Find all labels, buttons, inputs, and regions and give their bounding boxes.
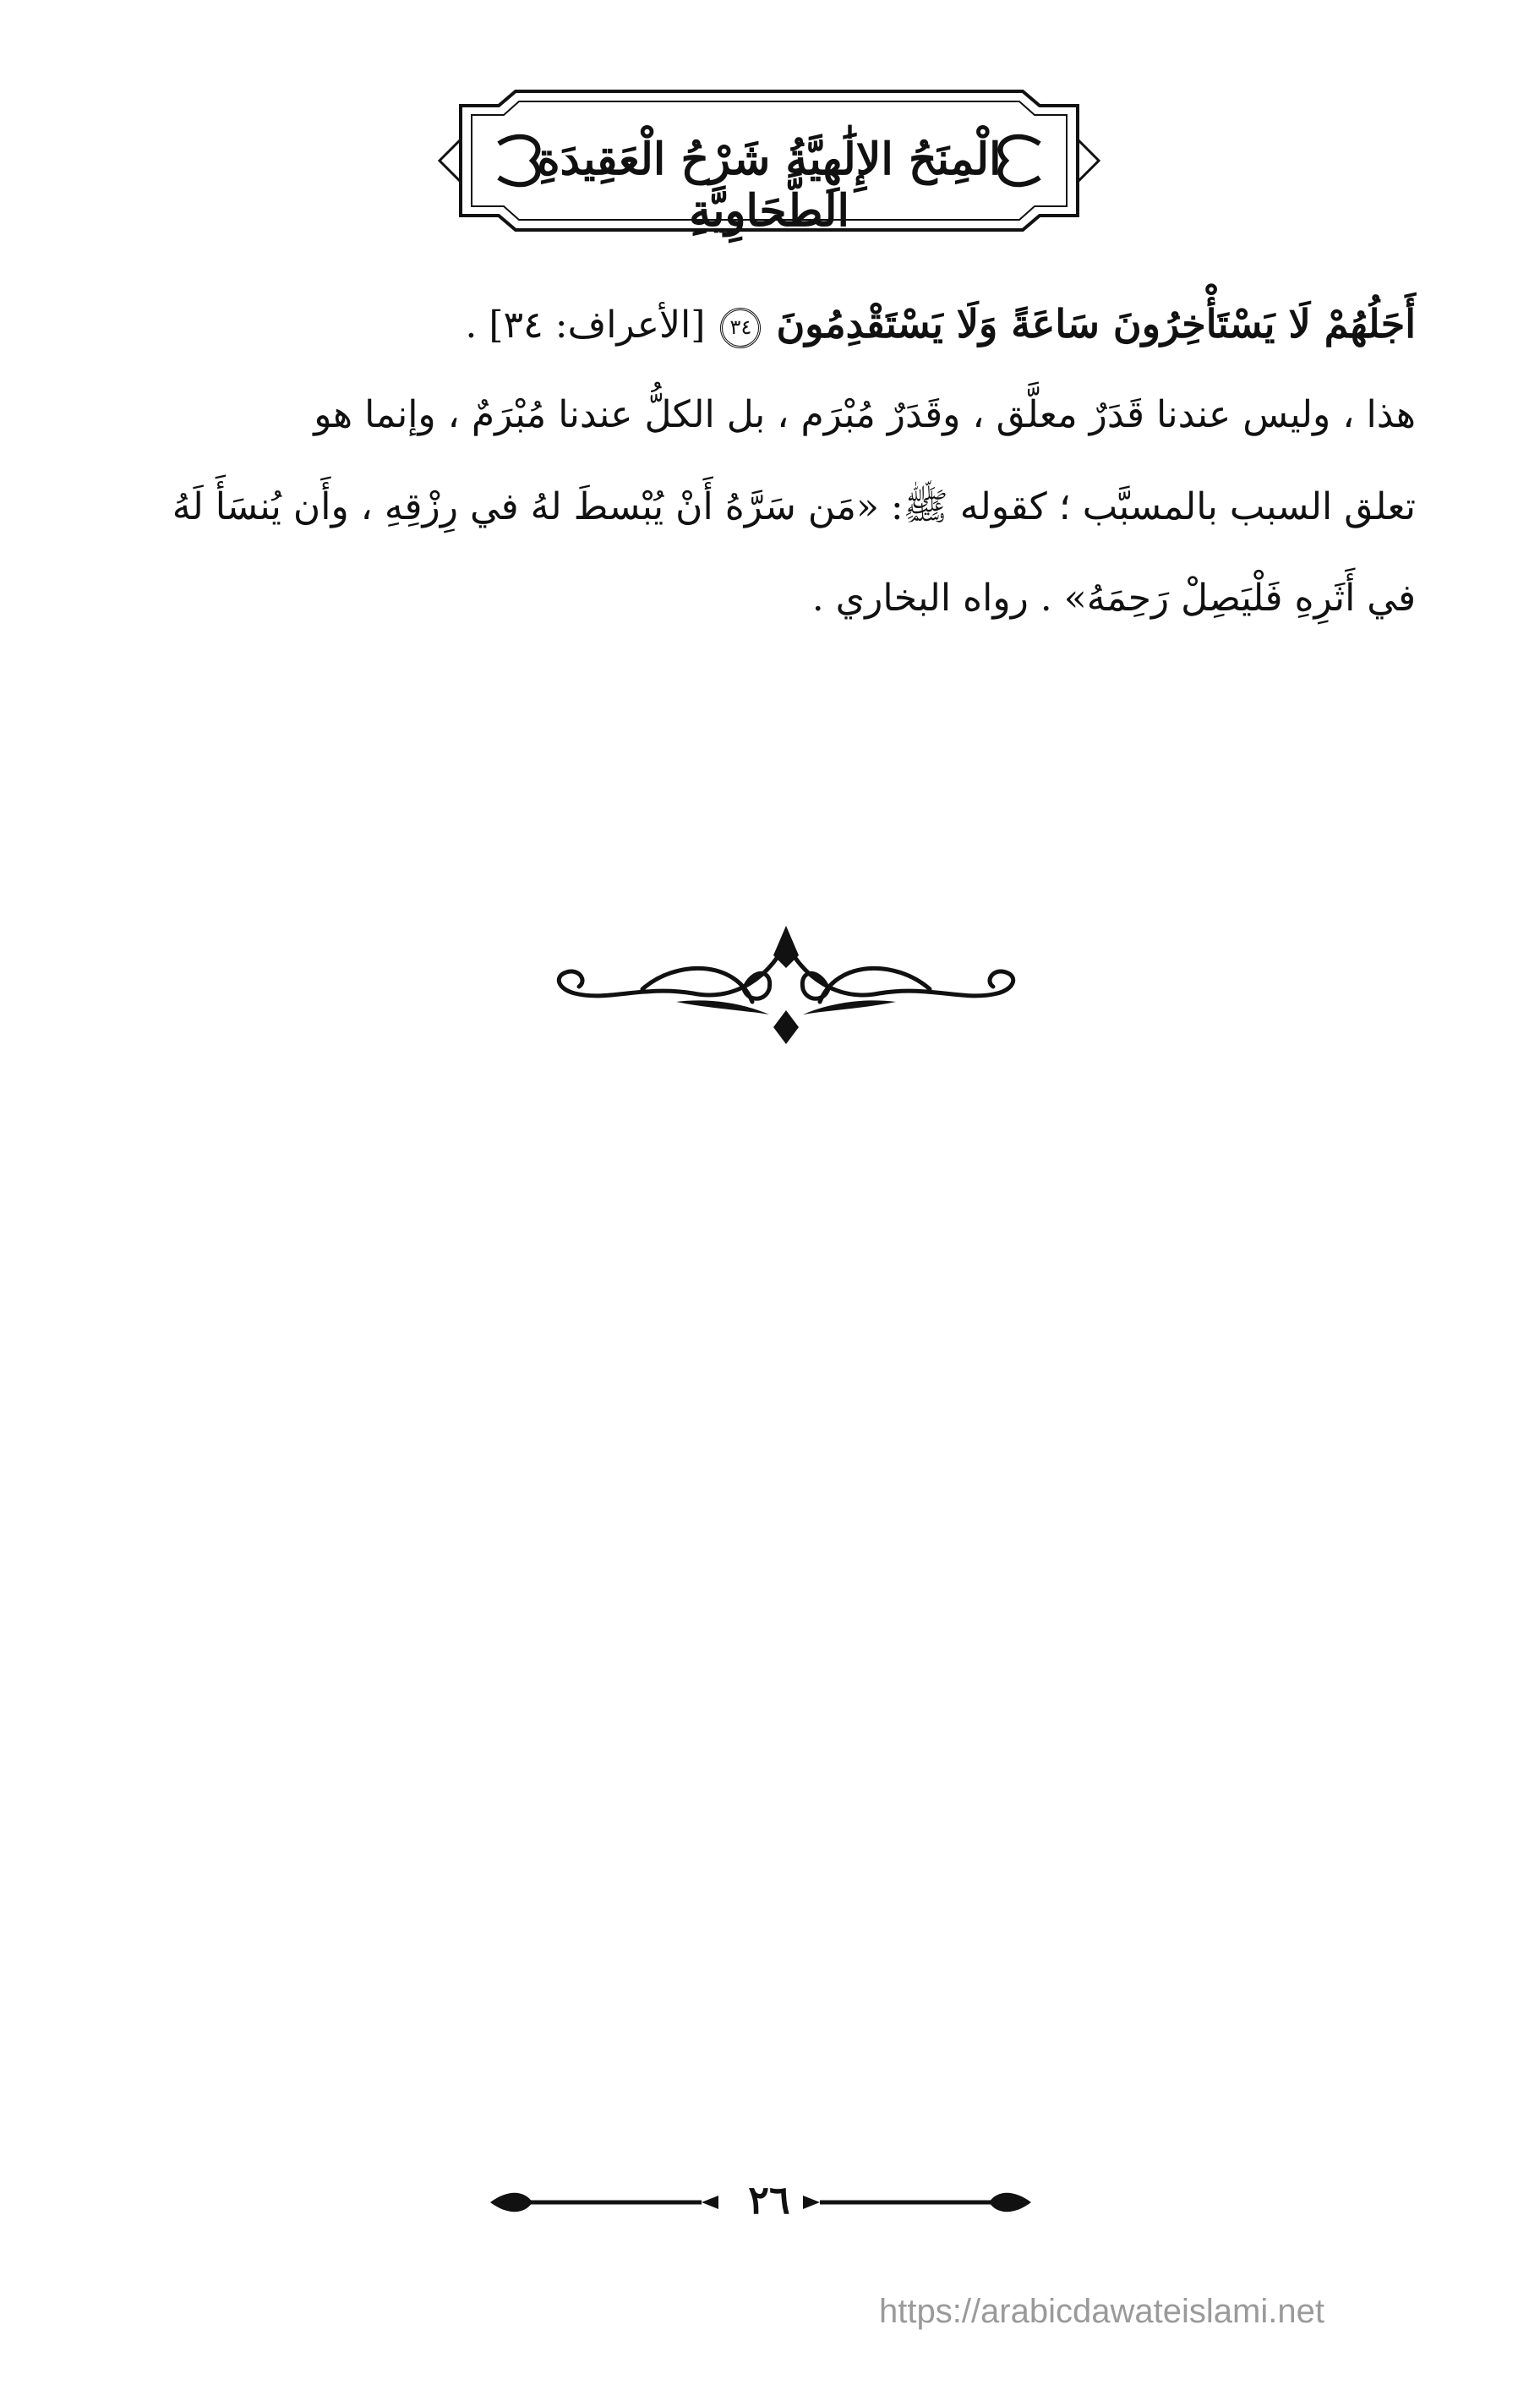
page-number: ٢٦ xyxy=(748,2177,790,2223)
body-paragraph-line: تعلق السبب بالمسبَّب ؛ كقوله ﷺ: «مَن سَرَّهُ أَنْ يُبْسطَ لهُ في رِزْقِهِ ، وأَن يُنسَأَ لَهُ xyxy=(172,485,1416,528)
quran-verse-line xyxy=(156,300,1416,349)
quran-verse-text: أَجَلُهُمْ لَا يَسْتَأْخِرُونَ سَاعَةً وَلَا يَسْتَقْدِمُونَ xyxy=(776,301,1416,347)
page-header-title: الْمِنَحُ الإِلَٰهِيَّةُ شَرْحُ الْعَقِيدَةِ الطَّحَاوِيَّةِ xyxy=(537,134,1002,237)
verse-reference: [الأعراف: ٣٤] . xyxy=(465,304,706,347)
body-paragraph-line: في أَثَرِهِ فَلْيَصِلْ رَحِمَهُ» . رواه البخاري . xyxy=(811,577,1416,620)
section-divider-ornament xyxy=(541,909,1031,1053)
verse-number-marker: ٣٤ xyxy=(720,308,761,348)
source-watermark: https://arabicdawateislami.net xyxy=(879,2293,1324,2330)
body-paragraph-line: هذا ، وليس عندنا قَدَرٌ معلَّق ، وقَدَرٌ مُبْرَم ، بل الكلُّ عندنا مُبْرَمٌ ، وإنما هو xyxy=(314,393,1416,436)
